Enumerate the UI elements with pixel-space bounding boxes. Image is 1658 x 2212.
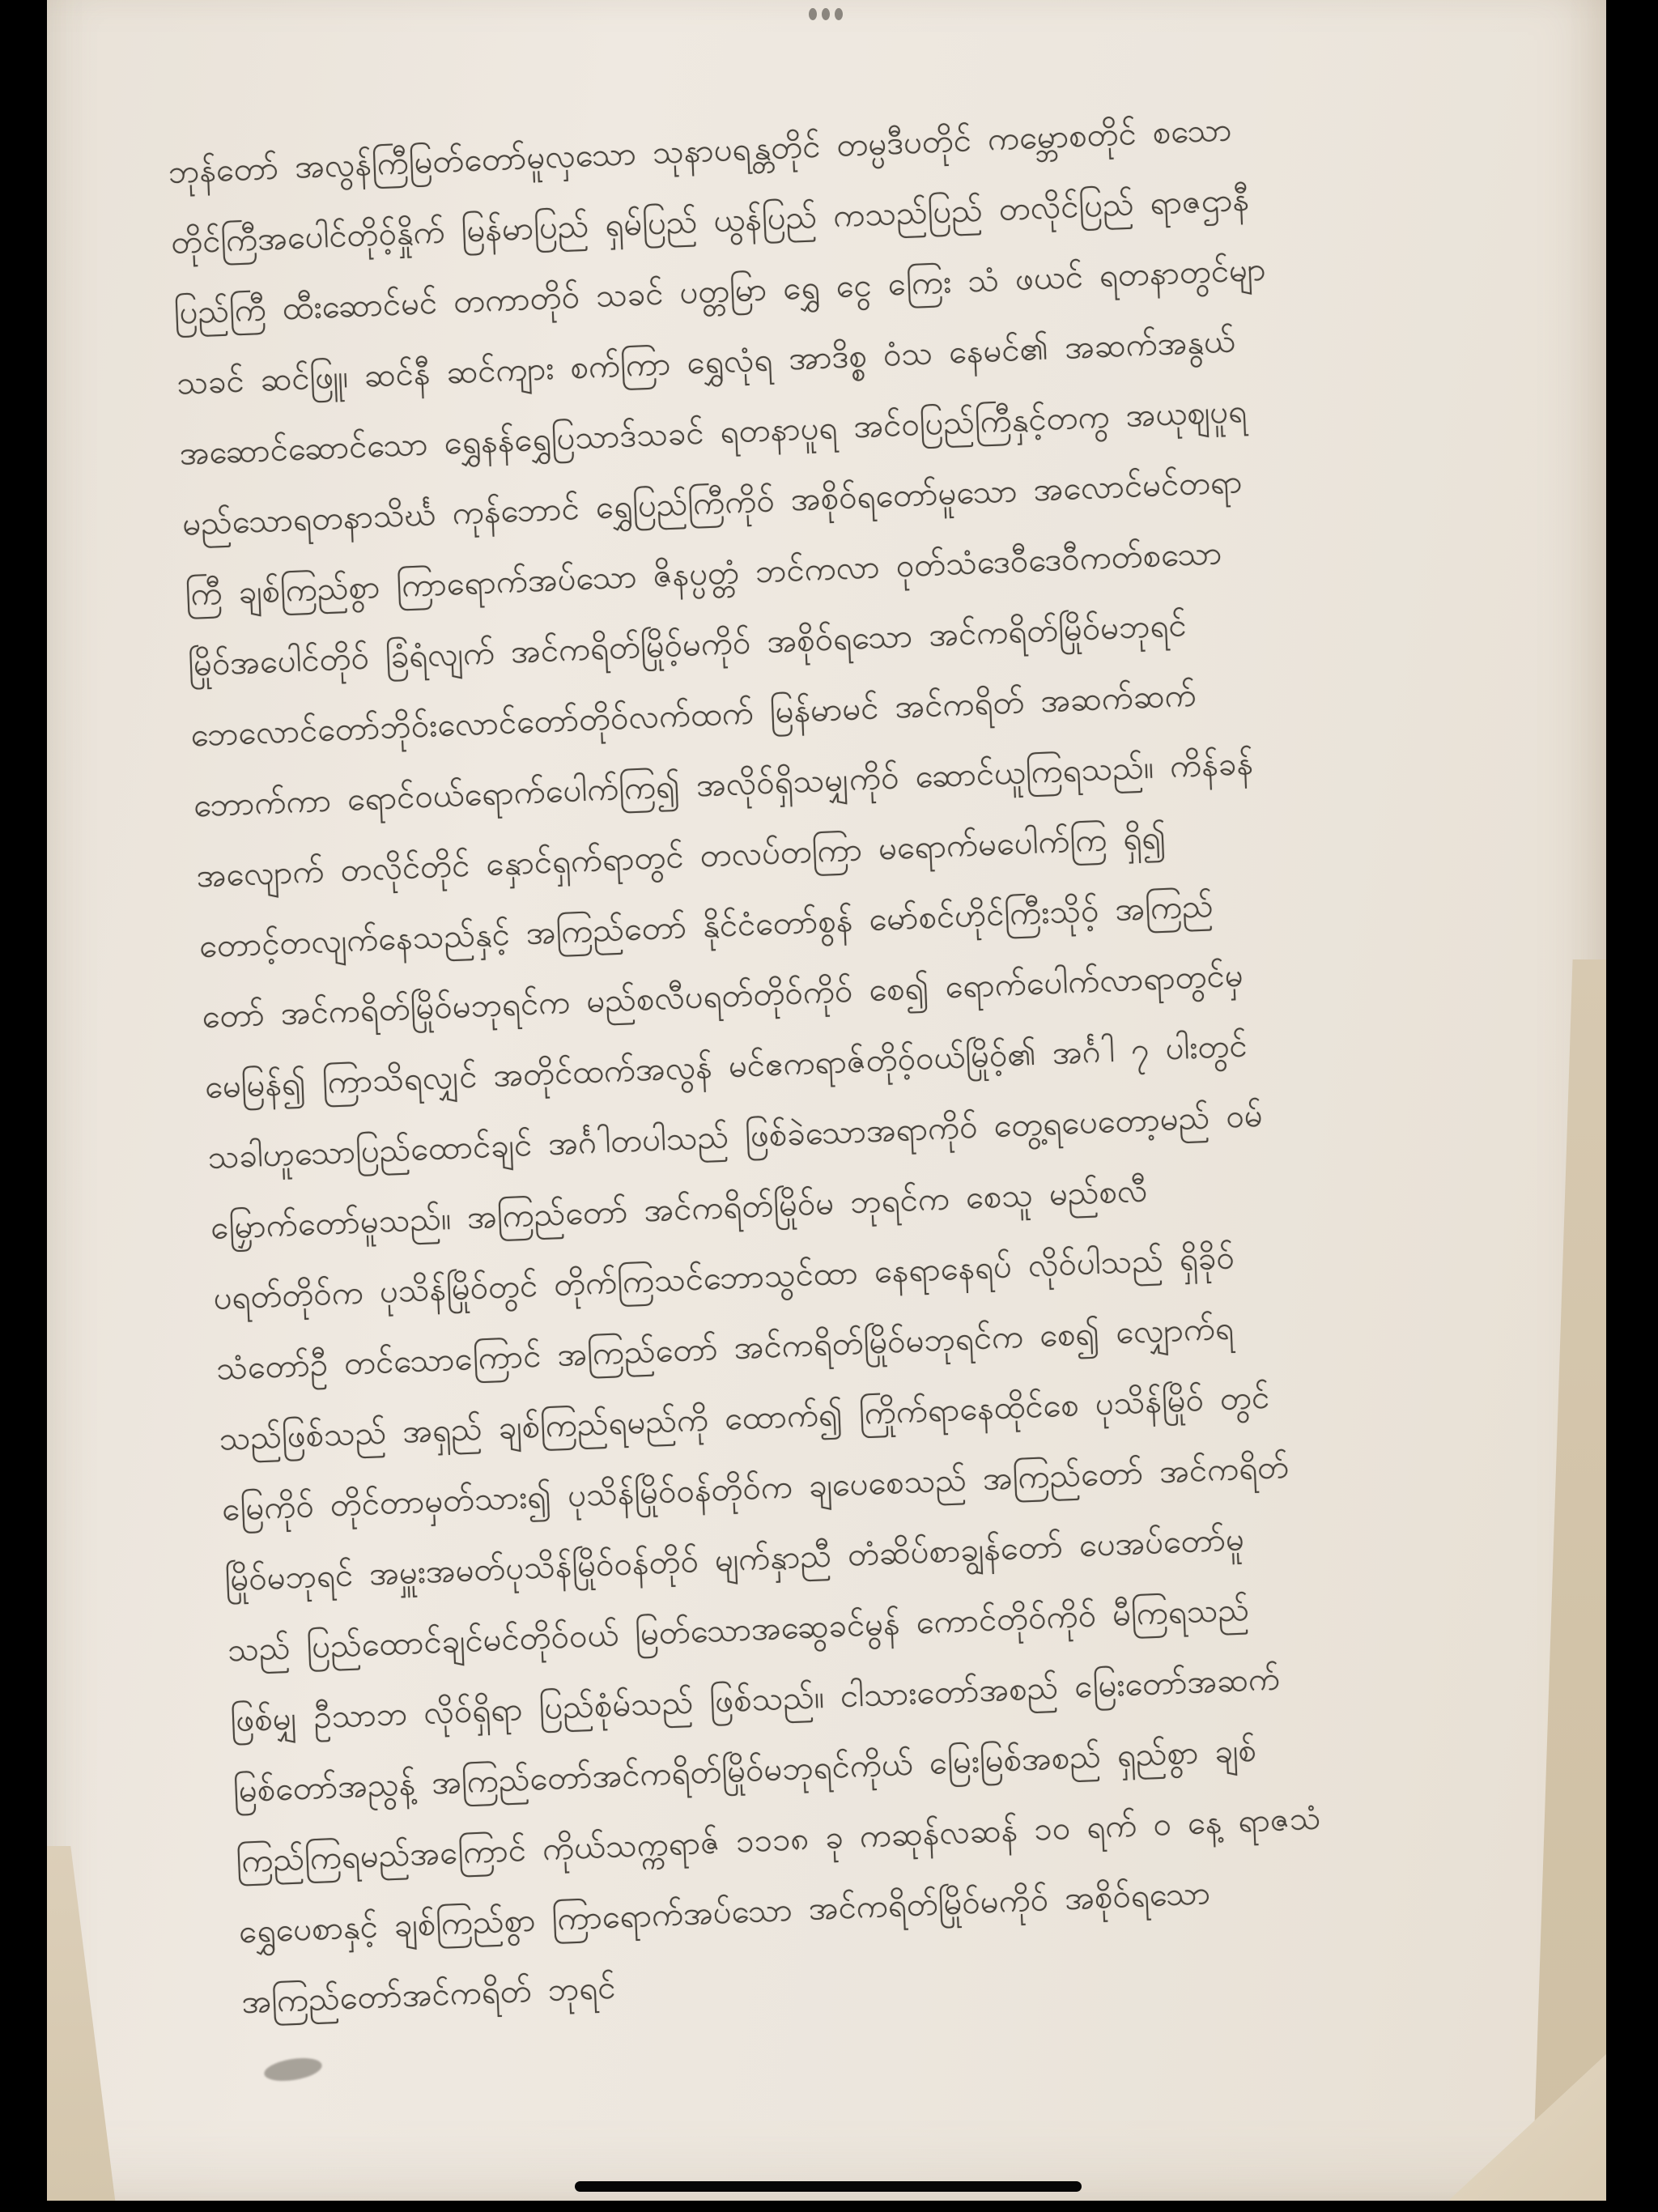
letter-line: မြိုဝ်အပေါင်တိုဝ် ခြံရံလျက် အင်ကရိတ်မြိုဝ့်မကိုဝ် အစိုဝ်ရသော အင်ကရိတ်မြိုဝ်မဘုရင် xyxy=(187,606,1188,683)
letter-text-block xyxy=(167,80,1606,2038)
letter-line: အလျောက် တလိုင်တိုင် နှောင်ရှက်ရာတွင် တလပ်တကြာ မရောက်မပေါက်ကြ ရှိ၍ xyxy=(195,819,1167,895)
letter-line: ဘုန်တော် အလွန်ကြီမြတ်တော်မူလှသော သုနာပရန္တတိုင် တမ္ပဒီပတိုင် ကမ္ဘောစတိုင် စသော xyxy=(167,112,1233,190)
letter-line: တောင့်တလျက်နေသည်နှင့် အကြည်တော် နိုင်ငံတော်စွန် မော်စင်ဟိုင်ကြီးသိုဝ့် အကြည် xyxy=(198,887,1214,965)
dot xyxy=(835,8,843,20)
letterbox-right xyxy=(1606,0,1658,2212)
letter-line: တိုင်ကြီအပေါင်တိုဝ့်နှိုက် မြန်မာပြည် ရှမ်ပြည် ယွန်ပြည် ကသည်ပြည် တလိုင်ပြည် ရာဇဌာနီ xyxy=(170,181,1250,261)
letter-line: အကြည်တော်အင်ကရိတ် ဘုရင် xyxy=(240,1969,617,2021)
more-options-icon[interactable] xyxy=(809,8,843,20)
ink-smudge xyxy=(262,2055,323,2085)
letter-line: သခင် ဆင်ဖြူ၊ ဆင်နီ ဆင်ကျား စက်ကြာ ရွှေလုံရ အာဒိစ္စ ဝံသ နေမင်၏ အဆက်အနွယ် xyxy=(176,323,1236,402)
letter-line: သည်ဖြစ်သည် အရှည် ချစ်ကြည်ရမည်ကို ထောက်၍ ကြိုက်ရာနေထိုင်စေ ပုသိန်မြိုဝ် တွင် xyxy=(218,1379,1270,1457)
letter-line: သခါဟူသောပြည်ထောင်ချင် အင်္ဂါတပါသည် ဖြစ်ခဲသောအရာကိုဝ် တွေ့ရပေတော့မည် ဝမ် xyxy=(206,1097,1264,1176)
letter-line: ဘေလောင်တော်ဘိုဝ်းလောင်တော်တိုဝ်လက်ထက် မြန်မာမင် အင်ကရိတ် အဆက်ဆက် xyxy=(189,677,1197,754)
letter-line: မြေကိုဝ် တိုင်တာမှတ်သား၍ ပုသိန်မြိုဝ်ဝန်တိုဝ်က ချပေစေသည် အကြည်တော် အင်ကရိတ် xyxy=(221,1448,1290,1528)
dot xyxy=(822,8,830,20)
letter-line: မည်သောရတနာသိင်္ဃ ကုန်ဘောင် ရွှေပြည်ကြီကိုဝ် အစိုဝ်ရတော်မူသော အလောင်မင်တရာ xyxy=(181,464,1244,542)
letter-line: ပြည်ကြီ ထီးဆောင်မင် တကာတိုဝ် သခင် ပတ္တမြာ ရွှေ ငွေ ကြေး သံ ဖယင် ရတနာတွင်မျာ xyxy=(172,251,1267,331)
letter-line: အဆောင်ဆောင်သော ရွှေနန်ရွှေပြသာဒ်သခင် ရတနာပူရ အင်ဝပြည်ကြီနှင့်တကွ အယုဈပူရ xyxy=(178,393,1248,472)
letter-line: ကြီ ချစ်ကြည်စွာ ကြာရောက်အပ်သော ဇိနပ္ပတ္တံ ဘင်ကလာ ဝုတ်သံဒေဝီဒေဝီကတ်စသော xyxy=(184,535,1223,613)
letter-line: ရွှေပေစာနှင့် ချစ်ကြည်စွာ ကြာရောက်အပ်သော အင်ကရိတ်မြိုဝ်မကိုဝ် အစိုဝ်ရသော xyxy=(238,1875,1211,1950)
letter-line: ပရတ်တိုဝ်က ပုသိန်မြိုဝ်တွင် တိုက်ကြသင်ဘောသွင်ထာ နေရာနေရပ် လိုဝ်ပါသည် ရှိခိုဝ် xyxy=(212,1240,1235,1317)
letter-photo xyxy=(47,0,1606,2212)
letter-line: မေမြန်၍ ကြာသိရလျှင် အတိုင်ထက်အလွန် မင်ဧကရာဇ်တိုဝ့်ဝယ်မြိုဝ့်၏ အင်္ဂါ ၇ ပါးတွင် xyxy=(204,1027,1248,1106)
table-surface-left xyxy=(47,1846,117,2212)
dot xyxy=(809,8,817,20)
paper-corner-fold xyxy=(1436,2054,1606,2212)
letter-line: မြိုဝ်မဘုရင် အမှူးအမတ်ပုသိန်မြိုဝ်ဝန်တိုဝ် မျက်နှာညီ တံဆိပ်စာချွန်တော် ပေအပ်တော်မူ xyxy=(223,1521,1245,1598)
home-indicator[interactable] xyxy=(575,2181,1082,2192)
letter-line: တော် အင်ကရိတ်မြိုဝ်မဘုရင်က မည်စလီပရတ်တိုဝ်ကိုဝ် စေ၍ ရောက်ပေါက်လာရာတွင်မှ xyxy=(201,957,1244,1036)
letter-line: ဖြစ်မျှ ဦသာဘ လိုဝ်ရှိရာ ပြည်စုံမ်သည် ဖြစ်သည်။ ငါသားတော်အစည် မြေးတော်အဆက် xyxy=(229,1661,1281,1739)
letterbox-bottom xyxy=(0,2201,1658,2212)
letter-line: ဘောက်ကာ ရောင်ဝယ်ရောက်ပေါက်ကြ၍ အလိုဝ်ရှိသမျှကိုဝ် ဆောင်ယူကြရသည်။ ကိန်ခန် xyxy=(193,745,1254,824)
letter-line: မြှောက်တော်မူသည်။ အကြည်တော် အင်ကရိတ်မြိုဝ်မ ဘုရင်က စေသူ မည်စလီ xyxy=(210,1172,1149,1246)
letter-line: မြစ်တော်အညွန့် အကြည်တော်အင်ကရိတ်မြိုဝ်မဘုရင်ကိုယ် မြေးမြစ်အစည် ရှည်စွာ ချစ် xyxy=(232,1732,1257,1810)
letter-line: သံတော်ဦ တင်သောကြောင် အကြည်တော် အင်ကရိတ်မြိုဝ်မဘုရင်က စေ၍ လျှောက်ရ xyxy=(215,1310,1235,1387)
letterbox-left xyxy=(0,0,47,2212)
letter-line: ကြည်ကြရမည်အကြောင် ကိုယ်သက္ကရာဇ် ၁၁၁၈ ခု ကဆုန်လဆန် ၁၀ ရက် ၀ နေ့ ရာဇသံ xyxy=(235,1800,1322,1880)
letter-line: သည် ပြည်ထောင်ချင်မင်တိုဝ်ဝယ် မြတ်သောအဆွေခင်မွန် ကောင်တိုဝ်ကိုဝ် မီကြရသည် xyxy=(227,1591,1250,1669)
